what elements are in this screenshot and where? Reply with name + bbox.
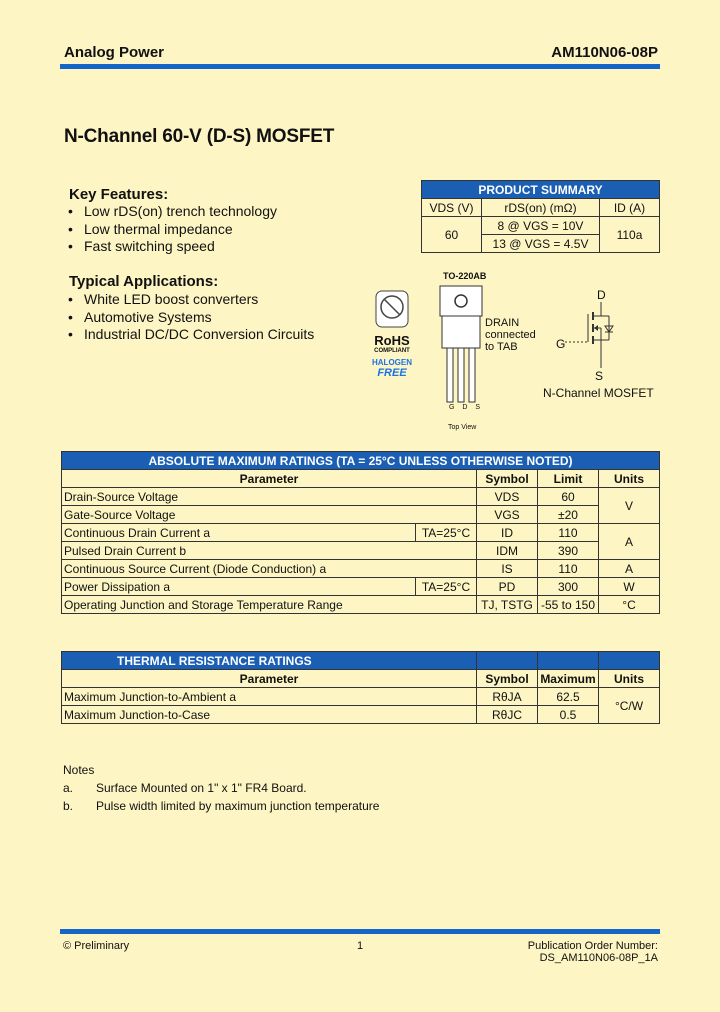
summary-col-rds: rDS(on) (mΩ) xyxy=(482,199,600,217)
symbol-gate-label: G xyxy=(556,337,566,351)
table-row xyxy=(62,524,660,542)
product-summary-table xyxy=(421,180,660,253)
pin-labels: G D S xyxy=(449,404,484,411)
part-number: AM110N06-08P xyxy=(551,44,658,61)
row-limit: 110 xyxy=(538,524,599,542)
summary-rds-4v5: 13 @ VGS = 4.5V xyxy=(482,235,600,253)
row-units: A xyxy=(599,560,660,578)
abs-max-title: ABSOLUTE MAXIMUM RATINGS (TA = 25°C UNLESS OTHERWISE NOTED) xyxy=(62,452,660,470)
typical-apps-heading: Typical Applications: xyxy=(69,273,219,290)
footer-copyright: © Preliminary xyxy=(63,940,130,952)
row-condition: TA=25°C xyxy=(416,524,477,542)
row-units: V xyxy=(599,488,660,524)
row-param: Maximum Junction-to-Ambient a xyxy=(62,688,477,706)
table-row xyxy=(62,578,660,596)
row-symbol: RθJA xyxy=(477,688,538,706)
page-title: N-Channel 60-V (D-S) MOSFET xyxy=(64,126,335,147)
row-symbol: VDS xyxy=(477,488,538,506)
row-param: Power Dissipation a xyxy=(62,578,416,596)
row-symbol: IS xyxy=(477,560,538,578)
row-units: A xyxy=(599,524,660,560)
table-row xyxy=(62,488,660,506)
thermal-title: THERMAL RESISTANCE RATINGS xyxy=(62,652,477,670)
abs-h-symbol: Symbol xyxy=(477,470,538,488)
publication-label: Publication Order Number: xyxy=(527,940,658,952)
table-row xyxy=(62,596,660,614)
list-item: • Low thermal impedance xyxy=(64,221,277,239)
abs-h-param: Parameter xyxy=(62,470,477,488)
halogen-free: FREE xyxy=(377,367,407,379)
row-param: Pulsed Drain Current b xyxy=(62,542,477,560)
footer-rule xyxy=(60,929,660,934)
key-features-list xyxy=(64,203,277,256)
note-text: Pulse width limited by maximum junction temperature xyxy=(96,799,380,813)
key-features-heading: Key Features: xyxy=(69,186,169,203)
symbol-drain-label: D xyxy=(597,288,606,302)
summary-vds: 60 xyxy=(422,217,482,253)
row-param: Drain-Source Voltage xyxy=(62,488,477,506)
row-symbol: RθJC xyxy=(477,706,538,724)
row-param: Continuous Source Current (Diode Conduction) a xyxy=(62,560,477,578)
summary-id: 110a xyxy=(600,217,660,253)
abs-h-limit: Limit xyxy=(538,470,599,488)
table-row xyxy=(62,706,660,724)
row-symbol: TJ, TSTG xyxy=(477,596,538,614)
row-units: °C xyxy=(599,596,660,614)
list-item: • Industrial DC/DC Conversion Circuits xyxy=(64,326,314,344)
row-param: Maximum Junction-to-Case xyxy=(62,706,477,724)
table-row xyxy=(62,560,660,578)
note-mark: a. xyxy=(63,781,74,795)
drain-note: DRAIN connected to TAB xyxy=(485,317,536,353)
header-rule xyxy=(60,64,660,69)
no-pb-icon xyxy=(375,290,409,328)
row-param: Gate-Source Voltage xyxy=(62,506,477,524)
symbol-caption: N-Channel MOSFET xyxy=(543,386,654,400)
row-symbol: ID xyxy=(477,524,538,542)
symbol-source-label: S xyxy=(595,369,604,383)
row-limit: 60 xyxy=(538,488,599,506)
to220-package-drawing xyxy=(438,284,488,404)
note-mark: b. xyxy=(63,799,74,813)
thermal-h-param: Parameter xyxy=(62,670,477,688)
row-param: Operating Junction and Storage Temperature Range xyxy=(62,596,477,614)
row-symbol: PD xyxy=(477,578,538,596)
note-text: Surface Mounted on 1" x 1" FR4 Board. xyxy=(96,781,307,795)
list-item: • White LED boost converters xyxy=(64,291,314,309)
list-item: • Low rDS(on) trench technology xyxy=(64,203,277,221)
publication-info xyxy=(528,940,658,964)
row-limit: -55 to 150 xyxy=(538,596,599,614)
row-limit: 390 xyxy=(538,542,599,560)
halogen-label: HALOGEN xyxy=(372,358,412,367)
company-name: Analog Power xyxy=(64,44,165,61)
rohs-compliant: COMPLIANT xyxy=(374,348,410,354)
row-units: W xyxy=(599,578,660,596)
thermal-table xyxy=(61,651,660,724)
package-name: TO-220AB xyxy=(443,271,487,281)
row-symbol: IDM xyxy=(477,542,538,560)
summary-rds-10v: 8 @ VGS = 10V xyxy=(482,217,600,235)
row-units: °C/W xyxy=(599,688,660,724)
rohs-logo xyxy=(370,290,414,379)
list-item: • Fast switching speed xyxy=(64,238,277,256)
typical-apps-list xyxy=(64,291,314,344)
abs-max-table xyxy=(61,451,660,614)
summary-title: PRODUCT SUMMARY xyxy=(422,181,660,199)
mosfet-symbol-icon xyxy=(565,300,615,372)
notes-section xyxy=(63,761,379,815)
thermal-h-max: Maximum xyxy=(538,670,599,688)
thermal-h-units: Units xyxy=(599,670,660,688)
notes-heading: Notes xyxy=(63,763,95,777)
summary-col-id: ID (A) xyxy=(600,199,660,217)
publication-number: DS_AM110N06-08P_1A xyxy=(539,952,658,964)
list-item: • Automotive Systems xyxy=(64,309,314,327)
table-row xyxy=(62,506,660,524)
row-limit: 300 xyxy=(538,578,599,596)
row-limit: ±20 xyxy=(538,506,599,524)
package-view: Top View xyxy=(448,424,477,431)
abs-h-units: Units xyxy=(599,470,660,488)
row-symbol: VGS xyxy=(477,506,538,524)
table-row xyxy=(62,688,660,706)
thermal-h-symbol: Symbol xyxy=(477,670,538,688)
row-param: Continuous Drain Current a xyxy=(62,524,416,542)
rohs-label: RoHS xyxy=(374,333,410,348)
row-limit: 110 xyxy=(538,560,599,578)
table-row xyxy=(62,542,660,560)
summary-col-vds: VDS (V) xyxy=(422,199,482,217)
row-max: 62.5 xyxy=(538,688,599,706)
row-condition: TA=25°C xyxy=(416,578,477,596)
page-number: 1 xyxy=(357,940,364,952)
row-max: 0.5 xyxy=(538,706,599,724)
